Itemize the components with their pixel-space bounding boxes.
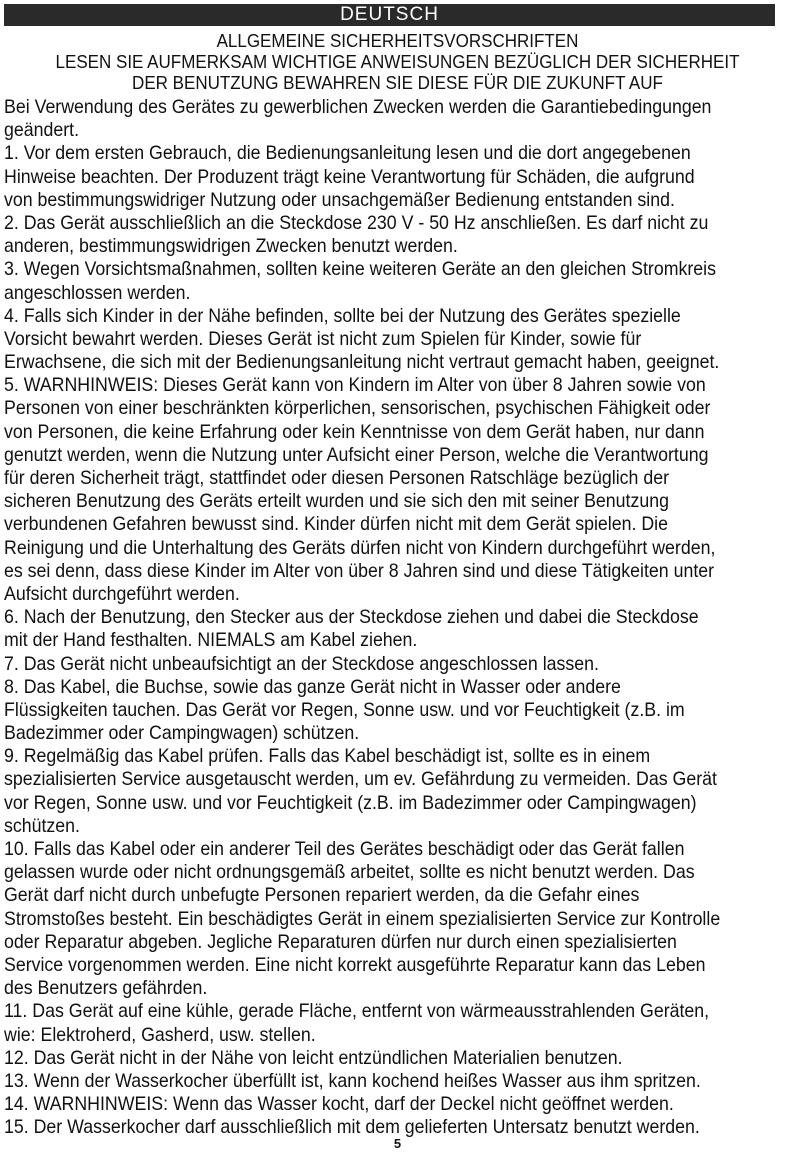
text-line: 9. Regelmäßig das Kabel prüfen. Falls das Kabel beschädigt ist, sollte es in einem (4, 746, 651, 768)
text-line: 11. Das Gerät auf eine kühle, gerade Fläche, entfernt von wärmeausstrahlenden Geräten, (4, 1001, 710, 1023)
safety-headings (28, 30, 767, 93)
text-line: spezialisierten Service ausgetauscht werden, um ev. Gefährdung zu vermeiden. Das Gerät (4, 769, 717, 791)
text-line: 3. Wegen Vorsichtsmaßnahmen, sollten keine weiteren Geräte an den gleichen Stromkreis (4, 259, 716, 281)
text-line: Stromstoßes besteht. Ein beschädigtes Gerät in einem spezialisierten Service zur Kontrolle (4, 908, 721, 930)
text-line: Erwachsene, die sich mit der Bedienungsanleitung nicht vertraut gemacht haben, geeignet. (4, 352, 720, 374)
text-line: 14. WARNHINWEIS: Wenn das Wasser kocht, darf der Deckel nicht geöffnet werden. (4, 1094, 674, 1116)
text-line: 13. Wenn der Wasserkocher überfüllt ist, kann kochend heißes Wasser aus ihm spritzen. (4, 1070, 701, 1092)
heading-subtitle-line-2: DER BENUTZUNG BEWAHREN SIE DIESE FÜR DIE ZUKUNFT AUF (132, 72, 663, 93)
text-line: Flüssigkeiten tauchen. Das Gerät vor Regen, Sonne usw. und vor Feuchtigkeit (z.B. im (4, 699, 685, 721)
text-line: Aufsicht durchgeführt werden. (4, 583, 240, 605)
text-line: vor Regen, Sonne usw. und vor Feuchtigkeit (z.B. im Badezimmer oder Campingwagen) (4, 792, 697, 814)
text-line: Service vorgenommen werden. Eine nicht korrekt ausgeführte Reparatur kann das Leben (4, 954, 706, 976)
text-line: 12. Das Gerät nicht in der Nähe von leicht entzündlichen Materialien benutzen. (4, 1047, 623, 1069)
text-line: es sei denn, dass diese Kinder im Alter von über 8 Jahren sind und diese Tätigkeiten unter (4, 560, 715, 582)
text-line: 10. Falls das Kabel oder ein anderer Teil des Gerätes beschädigt oder das Gerät fallen (4, 839, 685, 860)
heading-subtitle-line-1: LESEN SIE AUFMERKSAM WICHTIGE ANWEISUNGEN BEZÜGLICH DER SICHERHEIT (55, 51, 740, 72)
text-line: genutzt werden, wenn die Nutzung unter Aufsicht einer Person, welche die Verantwortung (4, 444, 709, 466)
page-number: 5 (393, 1136, 402, 1151)
text-line: 6. Nach der Benutzung, den Stecker aus der Steckdose ziehen und dabei die Steckdose (4, 607, 699, 629)
text-line: anderen, bestimmungswidrigen Zwecken benutzt werden. (4, 236, 458, 258)
text-line: Hinweise beachten. Der Produzent trägt keine Verantwortung für Schäden, die aufgrund (4, 166, 695, 188)
safety-instructions-body (4, 96, 790, 1139)
text-line: gelassen wurde oder nicht ordnungsgemäß arbeitet, sollte es nicht benutzt werden. Das (4, 862, 695, 884)
text-line: für deren Sicherheit trägt, stattfindet oder diesen Personen Ratschläge bezüglich der (4, 468, 669, 489)
text-line: 4. Falls sich Kinder in der Nähe befinden, sollte bei der Nutzung des Gerätes spezielle (4, 305, 681, 327)
text-line: 5. WARNHINWEIS: Dieses Gerät kann von Kindern im Alter von über 8 Jahren sowie von (4, 375, 706, 397)
text-line: geändert. (4, 120, 80, 142)
text-line: angeschlossen werden. (4, 282, 191, 304)
heading-title: ALLGEMEINE SICHERHEITSVORSCHRIFTEN (216, 30, 579, 51)
text-line: 7. Das Gerät nicht unbeaufsichtigt an der Steckdose angeschlossen lassen. (4, 653, 599, 675)
text-line: oder Reparatur abgeben. Jegliche Reparaturen dürfen nur durch einen spezialisierten (4, 931, 677, 953)
text-line: Vorsicht bewahrt werden. Dieses Gerät ist nicht zum Spielen für Kinder, sowie für (4, 328, 642, 350)
text-line: verbundenen Gefahren bewusst sind. Kinder dürfen nicht mit dem Gerät spielen. Die (4, 514, 668, 536)
text-line: 2. Das Gerät ausschließlich an die Steckdose 230 V - 50 Hz anschließen. Es darf nicht zu (4, 212, 709, 234)
text-line: Badezimmer oder Campingwagen) schützen. (4, 723, 360, 745)
text-line: Bei Verwendung des Gerätes zu gewerblichen Zwecken werden die Garantiebedingungen (4, 97, 712, 118)
text-line: mit der Hand festhalten. NIEMALS am Kabel ziehen. (4, 630, 418, 652)
text-line: des Benutzers gefährden. (4, 978, 208, 1000)
text-line: 8. Das Kabel, die Buchse, sowie das ganze Gerät nicht in Wasser oder andere (4, 676, 621, 698)
language-header-bar: DEUTSCH (4, 4, 775, 26)
text-line: von bestimmungswidriger Nutzung oder unsachgemäßer Bedienung entstanden sind. (4, 189, 675, 211)
text-line: wie: Elektroherd, Gasherd, usw. stellen. (4, 1024, 316, 1046)
text-line: Gerät darf nicht durch unbefugte Personen repariert werden, da die Gefahr eines (4, 885, 640, 907)
text-line: von Personen, die keine Erfahrung oder kein Kenntnisse von dem Gerät haben, nur dann (4, 421, 705, 443)
text-line: sicheren Benutzung des Geräts erteilt wurden und sie sich den mit seiner Benutzung (4, 491, 669, 513)
text-line: 15. Der Wasserkocher darf ausschließlich mit dem gelieferten Untersatz benutzt werden. (4, 1117, 700, 1139)
text-line: 1. Vor dem ersten Gebrauch, die Bedienungsanleitung lesen und die dort angegebenen (4, 143, 691, 165)
text-line: Reinigung und die Unterhaltung des Geräts dürfen nicht von Kindern durchgeführt werden, (4, 537, 716, 559)
text-line: Personen von einer beschränkten körperlichen, sensorischen, psychischen Fähigkeit oder (4, 398, 711, 420)
text-line: schützen. (4, 815, 80, 837)
